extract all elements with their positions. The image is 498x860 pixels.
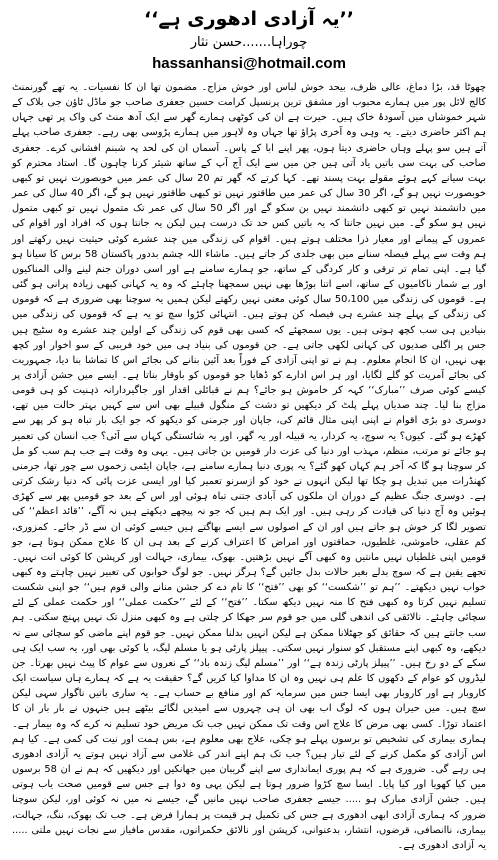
article-header bbox=[12, 6, 486, 74]
article-title: ’’یہ آزادی ادھوری ہے‘‘ bbox=[143, 8, 355, 30]
article-byline: چوراہا.......حسن نثار bbox=[190, 35, 308, 50]
author-email: hassanhansi@hotmail.com bbox=[152, 55, 346, 72]
article-body bbox=[12, 80, 486, 853]
article-body-text: چھوٹا قد، بڑا دماغ، عالی ظرف، بیحد خوش لباس اور خوش مزاج۔ مضمون تھا ان کا نفسیات۔ یہ تھے گورنمنٹ کالج لائل پور میں ہمارے محبوب اور مشفق ترین پرنسپل کرامت حسین جعفری صاحب جو ماڈل ٹاؤن جی بلاک کے شہر خموشاں میں آسودۂ خاک ہیں۔ حیرت ہے ان کی کوٹھی ہمارے گھر سے ایک آدھ منٹ کی واک پر تھی جہاں ہم اکثر حاضری دیتے۔ یہ وہی وہ آخری پڑاؤ تھا جہاں وہ لاہور میں ہمارے پڑوسی بھی رہے۔ جعفری صاحب پہلے آتے ہیں سو پہلے وہاں حاضری دیتا ہوں، پھر اپنے ابا کے پاس۔ آسماں ان کی لحد پہ شبنم افشانی کرے۔ جعفری صاحب کی بہت سی باتیں یاد آتی ہیں جن میں سے ایک آج آپ کے ساتھ شیئر کرنا چاہوں گا۔ استاد محترم کو بہت سیانے کہے ہوئے مقولے بہت پسند تھے۔ کہا کرتے کہ گھر تم 20 سال کی عمر میں خوبصورت نہیں تو کبھی خوبصورت نہیں ہو گے، اگر 30 سال کی عمر میں طاقتور نہیں تو کبھی طاقتور نہیں ہو گے، اگر 40 سال کی عمر میں دانشمند نہیں تو کبھی دانشمند نہیں بن سکو گے اور اگر 50 سال کی عمر تک متمول نہیں تو کبھی متمول نہیں ہو سکو گے۔ میں نہیں جانتا کہ یہ باتیں کس حد تک درست ہیں لیکن یہ جانتا ہوں کہ افراد اور اقوام کی عمروں کے پیمانے اور معیار ذرا مختلف ہوتے ہیں۔ اقوام کی زندگی میں چند عشرے کوئی حیثیت نہیں رکھتے اور ہم وقت سے پہلے فیصلہ سنانے میں بھی جلدی کر جاتے ہیں۔ ماشاء اللہ چشم بددور پاکستان 58 برس کا سیانا ہو گیا ہے۔ اپنی تمام تر ترقی و کار کردگی کے ساتھ، جو ہمارے سامنے ہے اور اسی دوران جنم لینے والی المناکیوں اور بے شمار ناکامیوں کے ساتھ، اسے اتنا بوڑھا بھی نہیں سمجھنا چاہئے کہ وہ یہ کہانی کبھی زیادہ پرانی ہو گئی ہے۔ قوموں کی زندگی میں 50،100 سال کوئی معنی نہیں رکھتے لیکن ہمیں یہ سوچنا بھی ضروری ہے کہ قوموں کی زندگی کے پہلے چند عشرے ہی فیصلہ کن ہوتے ہیں۔ انتہائی کڑوا سچ تو یہ ہے کہ قوموں کی زندگی میں بنیادیں ہی سب کچھ ہوتی ہیں۔ یوں سمجھئے کہ کسی بھی قوم کی زندگی کے اولین چند عشرے وہ سٹیج ہیں جس پر اگلی صدیوں کی کہانی لکھی جاتی ہے۔ جن قوموں کی بنیاد ہی میں خود فریبی کے سو اخوار اور کچھ بھی نہیں، ان کا انجام معلوم۔ ہم نے تو اپنی آزادی کے فوراً بعد آئین بنانے کی بجائے اس کا تماشا بنا دیا، جمہوریت کی بجائے آمریت کو گلے لگایا، اور ہر اس ادارے کو ڈھایا جو قوموں کو باوقار بناتا ہے۔ ایسے میں جشن آزادی پر کیسے کوئی صرف ’’مبارک‘‘ کہہ کر خاموش ہو جائے؟ ہم نے قبائلی اقدار اور جاگیردارانہ ذہنیت کو ہی قومی مزاج بنا لیا۔ چند صدیاں پہلے پلٹ کر دیکھیں تو دشت کے منگول قبیلے بھی اس سے کہیں بہتر حالت میں تھے، دوسری دو بڑی اقوام نے اپنی اپنی مثال قائم کی، جاپان اور جرمنی کو دیکھو کہ جو ایک بار تباہ ہو کر پھر سے کھڑے ہو گئے۔ کیوں؟ یہ سوچ، یہ کردار، یہ قبیلہ اور یہ گھر، اور یہ شائستگی کہاں سے آئی؟ جب انسان کی تعمیر ہو جائے تو مرتب، منظم، مہذب اور دنیا کی عزت دار قومیں بن جاتی ہیں۔ یہی وہ وقت ہے جب ہم سب کو مل کر سوچنا ہو گا کہ آخر ہم کہاں کھو گئے؟ یہ پوری دنیا ہمارے سامنے ہے، جاپان ایٹمی زخموں سے چور تھا، جرمنی کھنڈرات میں تبدیل ہو چکا تھا لیکن انہوں نے خود کو ازسرنو تعمیر کیا اور ایسی عزت پائی کہ دنیا رشک کرتی ہے۔ دوسری جنگ عظیم کے دوران ان ملکوں کی آبادی جتنی تباہ ہوئی اور اس کے بعد جو قومیں پھر سے کھڑی ہوئیں وہ آج دنیا کی قیادت کر رہی ہیں۔ اور ایک ہم ہیں کہ جو نہ پیچھے دیکھتے ہیں نہ آگے، ’’قائد اعظم‘‘ کی تصویر لگا کر خوش ہو جاتے ہیں اور ان کے اصولوں سے ایسے بھاگتے ہیں جیسے کوئی ان سے ڈر جائے۔ کمزوری، کم عقلی، خاموشی، غلطیوں، حماقتوں اور امراض کا اعتراف کرنے کے بعد ہی ان کا علاج ممکن ہوتا ہے، جو قومیں اپنی غلطیاں نہیں مانتیں وہ کبھی آگے نہیں بڑھتیں۔ بھوک، بیماری، جہالت اور کرپشن کا کوئی انت نہیں۔ تجھے یقین ہے کہ سوچ بدلے بغیر حالات بدل جائیں گے؟ ہرگز نہیں۔ جو لوگ خوابوں کی تعبیر نہیں چاہتے وہ کبھی خواب نہیں دیکھتے۔ ’’ہم تو ’’شکست‘‘ کو بھی ’’فتح‘‘ کا نام دے کر جشن منانے والی قوم ہیں‘‘ جو اپنی شکست تسلیم نہیں کرتا وہ کبھی فتح کا منہ نہیں دیکھ سکتا۔ ’’فتح‘‘ کے لئے ’’حکمت عملی‘‘ اور حکمت عملی کے لئے سچائی چاہئے۔ نالائقی کی اندھی گلی میں جو قوم سر جھکا کر چلتی ہے وہ کبھی منزل تک نہیں پہنچ سکتی۔ ہم سب جانتے ہیں کہ حقائق کو جھٹلانا ممکن ہے لیکن انہیں بدلنا ممکن نہیں۔ جو قوم اپنے ماضی کو سچائی سے نہ دیکھے، وہ کبھی اپنے مستقبل کو سنوار نہیں سکتی۔ پیپلز پارٹی ہو یا مسلم لیگ، یا کوئی بھی اور، یہ سب ایک ہی سکے کے دو رخ ہیں۔ ’’پیپلز پارٹی زندہ ہے‘‘ اور ’’مسلم لیگ زندہ باد‘‘ کے نعروں سے عوام کا پیٹ نہیں بھرتا۔ جن لیڈروں کو عوام کے دکھوں کا علم ہی نہیں وہ ان کا مداوا کیا کریں گے؟ حقیقت یہ ہے کہ ہمارے ہاں سیاست ایک کاروبار ہے اور کاروبار بھی ایسا جس میں سرمایہ کم اور منافع بے حساب ہے۔ یہ ساری باتیں ناگوار سہی لیکن سچ ہیں۔ میں حیران ہوں کہ لوگ اب بھی ان ہی چہروں سے امیدیں لگائے بیٹھے ہیں جنہوں نے بار بار ان کا اعتماد توڑا۔ کسی بھی مرض کا علاج اس وقت تک ممکن نہیں جب تک مریض خود تسلیم نہ کرے کہ وہ بیمار ہے۔ ہماری بیماری کی تشخیص تو برسوں پہلے ہو چکی، علاج بھی معلوم ہے، بس ہمت اور نیت کی کمی ہے۔ کیا ہم اس آزادی کو مکمل کرنے کے لئے تیار ہیں؟ جب تک ہم اپنے اندر کی غلامی سے آزاد نہیں ہوتے یہ آزادی ادھوری ہی رہے گی۔ ضروری ہے کہ ہم پوری ایمانداری سے اپنے گریبان میں جھانکیں اور دیکھیں کہ ہم نے ان 58 برسوں میں کیا کھویا اور کیا پایا۔ ایسا سچ کڑوا ضرور ہوتا ہے لیکن یہی وہ دوا ہے جس سے قومیں صحت یاب ہوتی ہیں۔ جشن آزادی مبارک ہو ..... جیسے جعفری صاحب نہیں مانیں گے، جیسے نہ میں نہ کوئی اور، لیکن سوچنا ضرور کہ ہماری آزادی ابھی ادھوری ہے جس کی تکمیل ہر قیمت پر ہمارا فرض ہے۔ جب تک بھوک، ننگ، جہالت، بیماری، ناانصافی، قرضوں، انتشار، بدعنوانی، کرپشن اور نالائق حکمرانوں، مقدس مافیاز سے نجات نہیں ملتی ..... یہ آزادی ادھوری ہے۔ bbox=[12, 82, 486, 851]
